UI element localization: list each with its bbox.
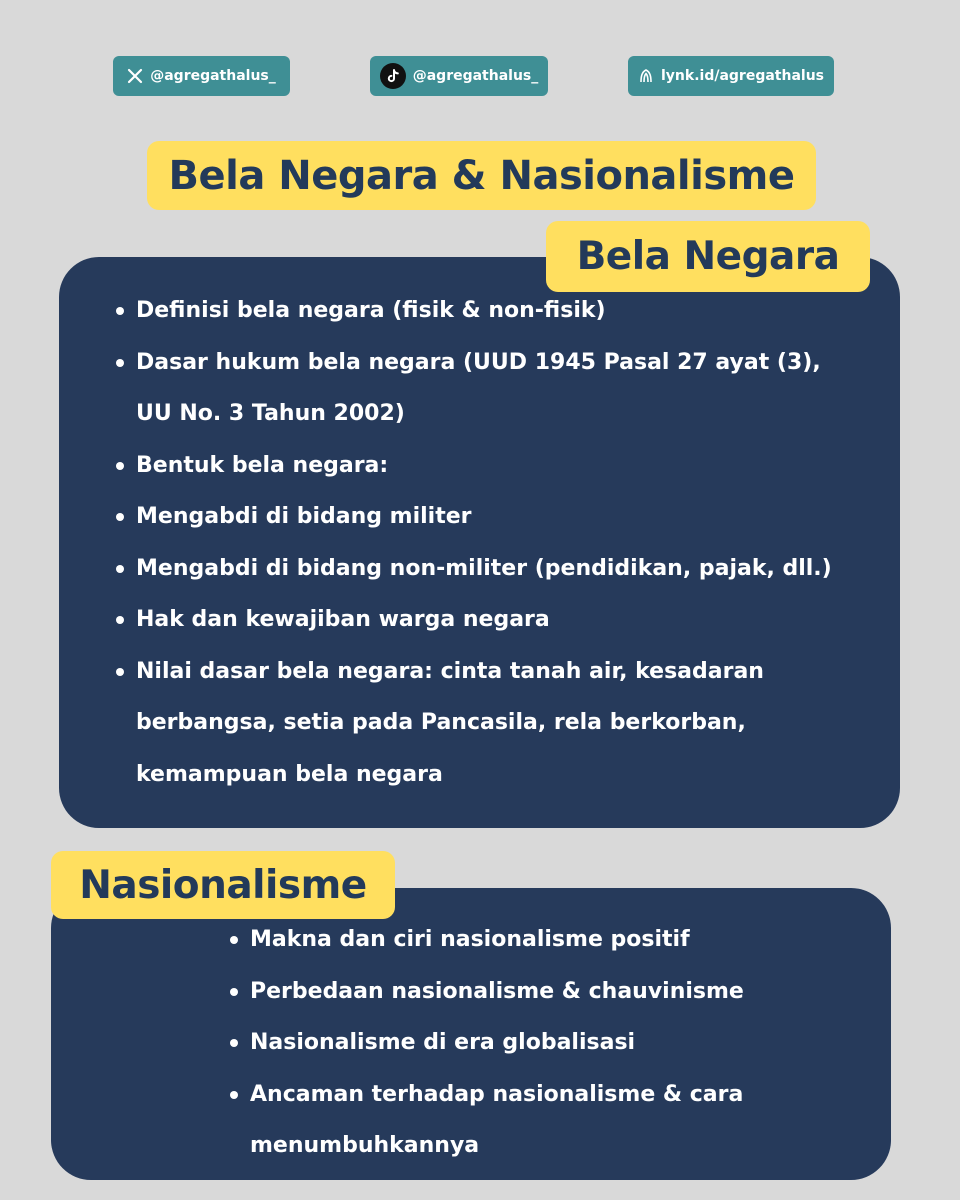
list-item: Ancaman terhadap nasionalisme & cara menumbuhkannya: [224, 1069, 824, 1172]
list-item: Nasionalisme di era globalisasi: [224, 1017, 824, 1069]
list-item: Hak dan kewajiban warga negara: [110, 594, 840, 646]
x-link[interactable]: [113, 56, 290, 96]
lynk-link[interactable]: [628, 56, 834, 96]
nasionalisme-list: [224, 914, 824, 1172]
bela-negara-heading-box: [546, 221, 870, 292]
page-title: Bela Negara & Nasionalisme: [168, 152, 795, 199]
lynk-url: lynk.id/agregathalus: [661, 68, 824, 84]
list-item: Mengabdi di bidang militer: [110, 491, 840, 543]
tiktok-logo-icon: [380, 63, 406, 89]
list-item: Nilai dasar bela negara: cinta tanah air, kesadaran berbangsa, setia pada Pancasila, rela berkorban, kemampuan bela negara: [110, 646, 840, 801]
list-item: Perbedaan nasionalisme & chauvinisme: [224, 966, 824, 1018]
lynk-logo-icon: [638, 68, 654, 84]
tiktok-link[interactable]: [370, 56, 548, 96]
x-handle: @agregathalus_: [150, 68, 276, 84]
list-item: Mengabdi di bidang non-militer (pendidikan, pajak, dll.): [110, 543, 840, 595]
bela-negara-heading: Bela Negara: [576, 234, 840, 279]
bela-negara-list: [110, 285, 840, 800]
list-item: Dasar hukum bela negara (UUD 1945 Pasal 27 ayat (3), UU No. 3 Tahun 2002): [110, 337, 840, 440]
nasionalisme-heading: Nasionalisme: [79, 862, 367, 908]
list-item: Definisi bela negara (fisik & non-fisik): [110, 285, 840, 337]
nasionalisme-heading-box: [51, 851, 395, 919]
list-item: Bentuk bela negara:: [110, 440, 840, 492]
x-logo-icon: [127, 68, 143, 84]
list-item: Makna dan ciri nasionalisme positif: [224, 914, 824, 966]
page-title-box: [147, 141, 816, 210]
tiktok-handle: @agregathalus_: [412, 68, 539, 84]
